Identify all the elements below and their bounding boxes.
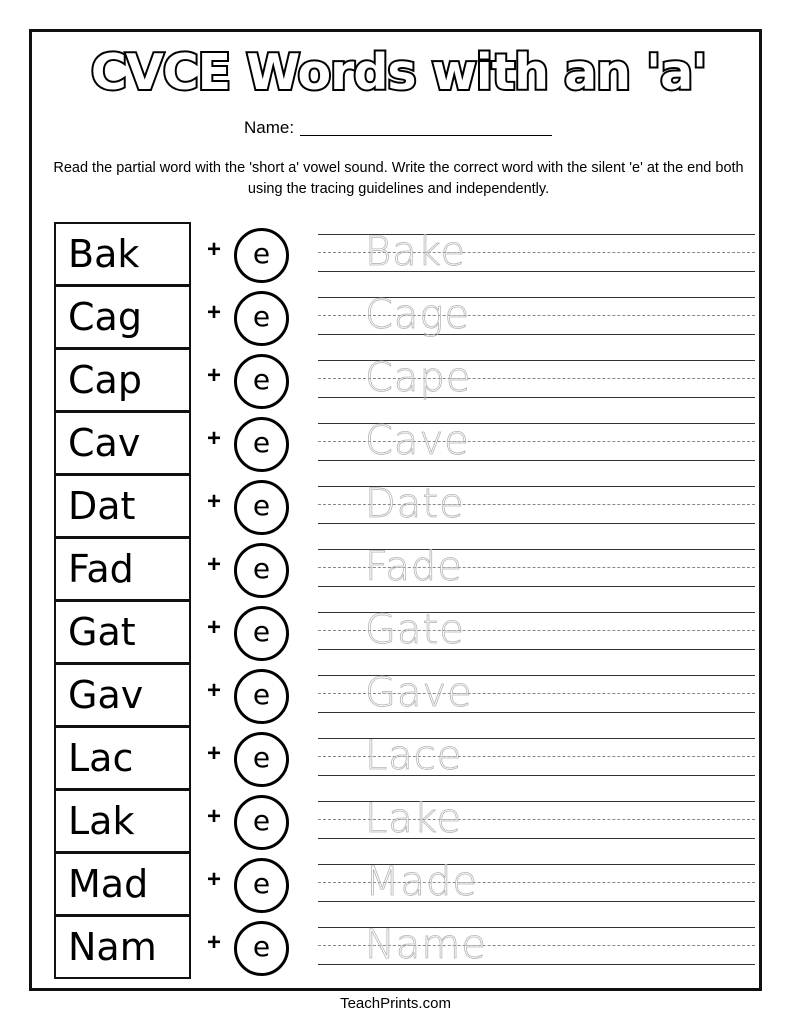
partial-word: Gat (68, 610, 136, 654)
name-label: Name: (244, 118, 295, 137)
partial-word: Lac (68, 736, 134, 780)
name-row (244, 118, 552, 138)
partial-word-box (54, 222, 191, 286)
e-circle (234, 606, 289, 661)
e-letter: e (252, 741, 271, 774)
tracing-word: Cave (365, 418, 470, 464)
plus-sign: + (206, 677, 221, 704)
partial-word: Dat (68, 484, 136, 528)
partial-word: Cag (68, 295, 142, 339)
plus-sign: + (206, 929, 221, 956)
e-letter: e (252, 552, 271, 585)
handwriting-lines[interactable] (318, 663, 755, 726)
word-row (54, 600, 759, 663)
word-row (54, 852, 759, 915)
tracing-word: Lake (365, 796, 463, 842)
tracing-word: Gave (365, 670, 473, 716)
word-row (54, 915, 759, 978)
word-row (54, 726, 759, 789)
handwriting-lines[interactable] (318, 537, 755, 600)
instructions-text: Read the partial word with the 'short a' vowel sound. Write the correct word with the silent 'e' at the end both using the tracing guidelines and independently. (53, 160, 744, 197)
partial-word-box (54, 789, 191, 853)
word-rows (54, 222, 759, 978)
plus-sign: + (206, 236, 221, 263)
e-circle (234, 291, 289, 346)
plus-sign: + (206, 740, 221, 767)
word-row (54, 474, 759, 537)
e-circle (234, 228, 289, 283)
partial-word-box (54, 411, 191, 475)
worksheet-title: CVCE Words with an 'a' (90, 44, 707, 101)
partial-word: Mad (68, 862, 149, 906)
e-letter: e (252, 489, 271, 522)
partial-word-box (54, 537, 191, 601)
e-letter: e (252, 867, 271, 900)
tracing-word: Cage (365, 292, 471, 338)
handwriting-lines[interactable] (318, 348, 755, 411)
e-letter: e (252, 426, 271, 459)
partial-word-box (54, 600, 191, 664)
handwriting-lines[interactable] (318, 915, 755, 978)
e-letter: e (252, 237, 271, 270)
tracing-word: Lace (365, 733, 463, 779)
tracing-word: Gate (365, 607, 465, 653)
partial-word: Gav (68, 673, 144, 717)
partial-word-box (54, 663, 191, 727)
name-write-line[interactable] (300, 135, 552, 136)
handwriting-lines[interactable] (318, 852, 755, 915)
partial-word-box (54, 474, 191, 538)
plus-sign: + (206, 803, 221, 830)
tracing-word: Made (365, 859, 479, 905)
plus-sign: + (206, 425, 221, 452)
partial-word-box (54, 348, 191, 412)
e-circle (234, 480, 289, 535)
e-circle (234, 354, 289, 409)
tracing-word: Fade (365, 544, 463, 590)
e-letter: e (252, 930, 271, 963)
e-circle (234, 921, 289, 976)
word-row (54, 411, 759, 474)
plus-sign: + (206, 866, 221, 893)
word-row (54, 789, 759, 852)
e-circle (234, 417, 289, 472)
handwriting-lines[interactable] (318, 726, 755, 789)
tracing-word: Bake (365, 229, 467, 275)
handwriting-lines[interactable] (318, 474, 755, 537)
e-circle (234, 858, 289, 913)
handwriting-lines[interactable] (318, 285, 755, 348)
partial-word: Bak (68, 232, 140, 276)
word-row (54, 537, 759, 600)
e-letter: e (252, 804, 271, 837)
e-circle (234, 732, 289, 787)
handwriting-lines[interactable] (318, 411, 755, 474)
plus-sign: + (206, 551, 221, 578)
word-row (54, 285, 759, 348)
word-row (54, 348, 759, 411)
e-letter: e (252, 363, 271, 396)
partial-word: Nam (68, 925, 157, 969)
word-row (54, 663, 759, 726)
partial-word: Fad (68, 547, 134, 591)
tracing-word: Cape (365, 355, 472, 401)
partial-word: Lak (68, 799, 135, 843)
partial-word-box (54, 285, 191, 349)
e-circle (234, 543, 289, 598)
partial-word-box (54, 915, 191, 979)
e-letter: e (252, 615, 271, 648)
plus-sign: + (206, 362, 221, 389)
footer-site: TeachPrints.com (340, 995, 451, 1012)
tracing-word: Date (365, 481, 465, 527)
word-row (54, 222, 759, 285)
handwriting-lines[interactable] (318, 222, 755, 285)
e-letter: e (252, 300, 271, 333)
handwriting-lines[interactable] (318, 789, 755, 852)
plus-sign: + (206, 488, 221, 515)
partial-word-box (54, 852, 191, 916)
e-circle (234, 669, 289, 724)
worksheet-frame (29, 29, 762, 991)
plus-sign: + (206, 299, 221, 326)
e-letter: e (252, 678, 271, 711)
partial-word: Cap (68, 358, 142, 402)
tracing-word: Name (365, 922, 488, 968)
partial-word: Cav (68, 421, 141, 465)
partial-word-box (54, 726, 191, 790)
e-circle (234, 795, 289, 850)
plus-sign: + (206, 614, 221, 641)
handwriting-lines[interactable] (318, 600, 755, 663)
